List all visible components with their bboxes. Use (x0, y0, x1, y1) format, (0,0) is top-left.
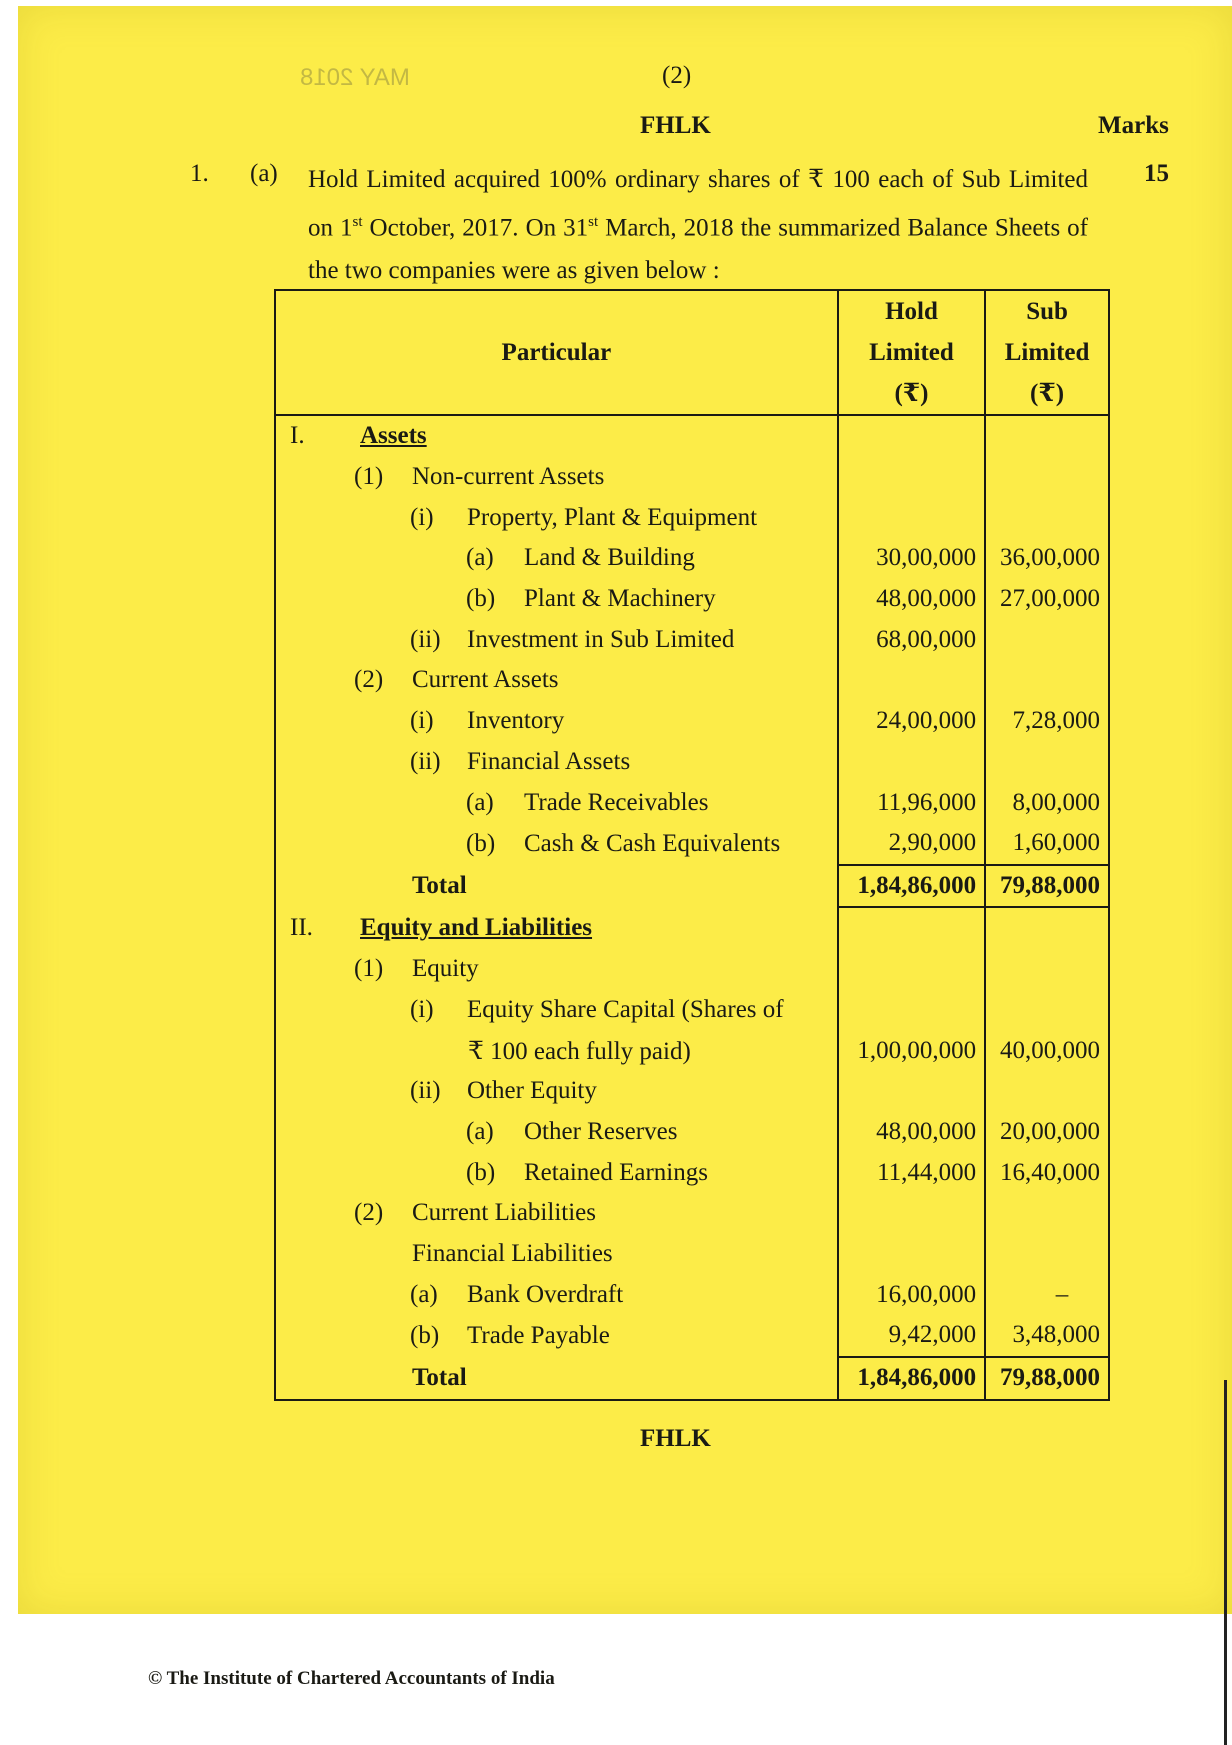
row-label: Plant & Machinery (524, 585, 716, 613)
row-number: II. (290, 914, 313, 942)
row-number: (a) (466, 1118, 494, 1146)
row-hold-value (838, 949, 985, 990)
table-row (275, 497, 1109, 538)
row-label: Cash & Cash Equivalents (524, 829, 781, 857)
row-sub-value (985, 907, 1109, 949)
row-label: Retained Earnings (524, 1158, 708, 1186)
row-particular (275, 1274, 838, 1315)
row-label: Other Reserves (524, 1118, 678, 1146)
table-row (275, 1071, 1109, 1112)
table-row (275, 1234, 1109, 1275)
row-label: Financial Assets (467, 747, 631, 775)
row-number: (a) (466, 544, 494, 572)
table-row (275, 990, 1109, 1031)
row-label: Property, Plant & Equipment (467, 503, 758, 531)
row-label: Non-current Assets (412, 463, 605, 491)
row-particular (275, 538, 838, 579)
page-edge-line (1224, 1380, 1227, 1745)
paper-code-top: FHLK (640, 112, 711, 139)
marks-heading: Marks (1098, 112, 1169, 139)
row-sub-value: 79,88,000 (985, 865, 1109, 908)
row-hold-value: 1,84,86,000 (838, 865, 985, 908)
row-number: (1) (354, 955, 384, 983)
row-number: (a) (410, 1280, 438, 1308)
table-row (275, 1193, 1109, 1234)
row-label: Other Equity (467, 1077, 597, 1105)
row-particular (275, 823, 838, 865)
row-sub-value (985, 990, 1109, 1031)
row-hold-value (838, 660, 985, 701)
row-particular (275, 1357, 838, 1400)
row-particular (275, 660, 838, 701)
row-sub-value: 79,88,000 (985, 1357, 1109, 1400)
row-number: (i) (410, 503, 434, 531)
row-hold-value (838, 497, 985, 538)
row-particular (275, 907, 838, 949)
row-particular (275, 701, 838, 742)
table-row (275, 1274, 1109, 1315)
row-label: Equity and Liabilities (360, 914, 593, 942)
row-particular (275, 457, 838, 498)
row-label: Current Liabilities (412, 1199, 596, 1227)
row-label: Trade Receivables (524, 788, 709, 816)
row-sub-value (985, 1071, 1109, 1112)
row-number: (ii) (410, 747, 441, 775)
row-hold-value: 11,96,000 (838, 782, 985, 823)
row-number: (ii) (410, 1077, 441, 1105)
table-row (275, 415, 1109, 457)
table-row (275, 660, 1109, 701)
row-hold-value: 68,00,000 (838, 619, 985, 660)
row-hold-value: 48,00,000 (838, 579, 985, 620)
row-sub-value: 27,00,000 (985, 579, 1109, 620)
row-hold-value (838, 1071, 985, 1112)
row-particular (275, 865, 838, 908)
row-hold-value: 48,00,000 (838, 1112, 985, 1153)
table-row (275, 823, 1109, 865)
balance-sheet-table (274, 289, 1110, 1401)
row-label: Land & Building (524, 544, 695, 572)
row-hold-value: 30,00,000 (838, 538, 985, 579)
row-sub-value: 40,00,000 (985, 1030, 1109, 1071)
row-sub-value (985, 1234, 1109, 1275)
row-hold-value (838, 415, 985, 457)
row-particular (275, 1152, 838, 1193)
row-particular (275, 1112, 838, 1153)
row-sub-value (985, 1193, 1109, 1234)
row-number: (b) (466, 585, 496, 613)
paper-code-bottom: FHLK (640, 1425, 711, 1452)
table-row (275, 949, 1109, 990)
header-sub-limited: Sub Limited (₹) (985, 290, 1109, 415)
table-row (275, 782, 1109, 823)
row-sub-value: 7,28,000 (985, 701, 1109, 742)
table-row (275, 1030, 1109, 1071)
row-number: (a) (466, 788, 494, 816)
question-text: Hold Limited acquired 100% ordinary shares of ₹ 100 each of Sub Limited on 1st October, 2017. On 31st March, 2018 the summarized Balance Sheets of the two companies were as given below : (308, 166, 1088, 285)
row-sub-value: 8,00,000 (985, 782, 1109, 823)
row-number: (1) (354, 463, 384, 491)
row-number: I. (290, 422, 305, 450)
row-label: Total (412, 871, 467, 899)
row-particular (275, 415, 838, 457)
table-row (275, 907, 1109, 949)
row-hold-value: 16,00,000 (838, 1274, 985, 1315)
table-row (275, 1152, 1109, 1193)
row-sub-value: 1,60,000 (985, 823, 1109, 865)
header-particular: Particular (275, 290, 838, 415)
table-row (275, 1357, 1109, 1400)
row-particular (275, 782, 838, 823)
show-through-stamp: MAY 2018 (300, 64, 410, 91)
row-hold-value (838, 990, 985, 1031)
row-label: Equity (412, 955, 479, 983)
row-label: Trade Payable (467, 1321, 610, 1349)
row-label: Financial Liabilities (412, 1240, 613, 1268)
row-number: (2) (354, 1199, 384, 1227)
row-hold-value: 1,84,86,000 (838, 1357, 985, 1400)
row-sub-value (985, 742, 1109, 783)
row-sub-value (985, 949, 1109, 990)
row-particular (275, 742, 838, 783)
row-particular (275, 619, 838, 660)
row-particular (275, 497, 838, 538)
row-label: Bank Overdraft (467, 1280, 624, 1308)
copyright-footer: © The Institute of Chartered Accountants of India (148, 1668, 555, 1689)
row-hold-value (838, 1234, 985, 1275)
table-row (275, 619, 1109, 660)
question-part: (a) (250, 160, 278, 187)
row-sub-value: 16,40,000 (985, 1152, 1109, 1193)
row-label: Assets (360, 422, 427, 450)
row-number: (i) (410, 995, 434, 1023)
table-row (275, 457, 1109, 498)
row-hold-value: 11,44,000 (838, 1152, 985, 1193)
row-particular (275, 990, 838, 1031)
row-number: (ii) (410, 625, 441, 653)
row-sub-value: 36,00,000 (985, 538, 1109, 579)
row-sub-value (985, 660, 1109, 701)
table-row (275, 742, 1109, 783)
header-hold-limited: Hold Limited (₹) (838, 290, 985, 415)
row-particular (275, 1193, 838, 1234)
row-particular (275, 1030, 838, 1071)
question-number: 1. (190, 160, 209, 187)
row-sub-value (985, 415, 1109, 457)
row-label: Equity Share Capital (Shares of (467, 995, 784, 1023)
row-number: (i) (410, 707, 434, 735)
table-row (275, 579, 1109, 620)
row-label: Current Assets (412, 666, 559, 694)
row-particular (275, 1315, 838, 1357)
row-number: (b) (466, 1158, 496, 1186)
table-row (275, 865, 1109, 908)
row-hold-value (838, 457, 985, 498)
row-number: (b) (410, 1321, 440, 1349)
row-label: Inventory (467, 707, 565, 735)
row-sub-value: 20,00,000 (985, 1112, 1109, 1153)
row-hold-value (838, 1193, 985, 1234)
row-number: (b) (466, 829, 496, 857)
row-sub-value (985, 497, 1109, 538)
row-sub-value: – (985, 1274, 1109, 1315)
row-hold-value: 9,42,000 (838, 1315, 985, 1357)
table-row (275, 1315, 1109, 1357)
row-hold-value: 1,00,00,000 (838, 1030, 985, 1071)
question-marks: 15 (1144, 160, 1169, 187)
row-label: Total (412, 1363, 467, 1391)
row-label: ₹ 100 each fully paid) (468, 1037, 691, 1065)
table-row (275, 1112, 1109, 1153)
table-header-row (275, 290, 1109, 415)
row-sub-value (985, 619, 1109, 660)
row-particular (275, 1071, 838, 1112)
row-sub-value: 3,48,000 (985, 1315, 1109, 1357)
row-hold-value (838, 742, 985, 783)
row-particular (275, 579, 838, 620)
row-label: Investment in Sub Limited (467, 625, 735, 653)
row-hold-value: 2,90,000 (838, 823, 985, 865)
row-particular (275, 949, 838, 990)
page-number: (2) (662, 62, 692, 89)
row-particular (275, 1234, 838, 1275)
table-row (275, 701, 1109, 742)
row-number: (2) (354, 666, 384, 694)
row-sub-value (985, 457, 1109, 498)
row-hold-value: 24,00,000 (838, 701, 985, 742)
table-row (275, 538, 1109, 579)
row-hold-value (838, 907, 985, 949)
